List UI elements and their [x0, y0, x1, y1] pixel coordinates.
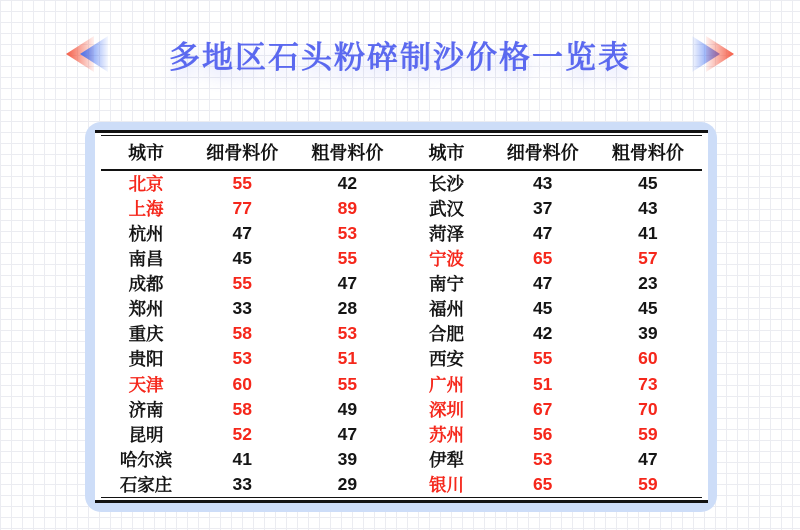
- city-cell: 成都: [128, 274, 164, 295]
- price-cell: 56: [532, 423, 553, 444]
- price-cell: 53: [337, 223, 358, 244]
- price-cell: 47: [337, 273, 358, 294]
- price-cell: 43: [532, 173, 553, 194]
- price-cell: 55: [232, 173, 252, 194]
- price-cell: 23: [638, 273, 658, 294]
- city-cell: 杭州: [128, 224, 164, 245]
- column-header: 城市: [101, 136, 191, 170]
- column-header: 城市: [401, 136, 491, 170]
- price-cell: 39: [337, 448, 358, 469]
- price-cell: 42: [337, 173, 358, 194]
- column-header: 细骨料价: [492, 136, 594, 170]
- price-cell: 53: [232, 348, 252, 369]
- city-cell: 天津: [128, 374, 164, 395]
- price-cell: 89: [337, 198, 358, 219]
- price-cell: 53: [337, 323, 358, 344]
- city-cell: 苏州: [429, 424, 465, 445]
- price-cell: 60: [638, 348, 658, 369]
- price-table: [101, 136, 702, 497]
- price-cell: 37: [532, 198, 553, 219]
- table-row: [101, 422, 702, 447]
- price-cell: 55: [337, 248, 358, 269]
- column-header: 粗骨料价: [594, 136, 702, 170]
- page-title: 多地区石头粉碎制沙价格一览表: [169, 39, 631, 75]
- table-inner: [101, 135, 702, 498]
- price-cell: 67: [532, 398, 553, 419]
- price-cell: 57: [638, 248, 658, 269]
- table-row: [101, 321, 702, 346]
- price-cell: 49: [337, 398, 358, 419]
- column-header: 粗骨料价: [293, 136, 401, 170]
- price-cell: 70: [638, 398, 658, 419]
- price-cell: 51: [337, 348, 358, 369]
- city-cell: 郑州: [128, 299, 164, 320]
- city-cell: 上海: [128, 199, 164, 220]
- price-table-card: [85, 122, 717, 512]
- price-cell: 29: [337, 473, 358, 494]
- city-cell: 西安: [429, 349, 465, 370]
- price-cell: 58: [232, 323, 252, 344]
- table-row: [101, 296, 702, 321]
- table-header-row: [101, 136, 702, 170]
- double-chevron-left-icon: [63, 31, 113, 77]
- price-cell: 33: [232, 473, 252, 494]
- price-cell: 55: [232, 273, 252, 294]
- price-cell: 47: [532, 223, 553, 244]
- price-cell: 41: [638, 223, 658, 244]
- table-row: [101, 397, 702, 422]
- price-cell: 43: [638, 198, 658, 219]
- column-header: 细骨料价: [191, 136, 293, 170]
- price-cell: 60: [232, 373, 252, 394]
- table-row: [101, 246, 702, 271]
- price-cell: 47: [532, 273, 553, 294]
- double-chevron-right-icon: [687, 31, 737, 77]
- city-cell: 南宁: [429, 274, 465, 295]
- table-row: [101, 472, 702, 497]
- price-cell: 45: [232, 248, 252, 269]
- price-cell: 58: [232, 398, 252, 419]
- city-cell: 福州: [429, 299, 465, 320]
- table-row: [101, 447, 702, 472]
- city-cell: 石家庄: [119, 474, 173, 495]
- price-cell: 47: [638, 448, 658, 469]
- city-cell: 南昌: [128, 249, 164, 270]
- price-cell: 53: [532, 448, 553, 469]
- city-cell: 昆明: [128, 424, 164, 445]
- city-cell: 重庆: [128, 324, 164, 345]
- price-cell: 59: [638, 473, 658, 494]
- table-row: [101, 221, 702, 246]
- city-cell: 银川: [429, 474, 465, 495]
- price-cell: 41: [232, 448, 252, 469]
- table-row: [101, 346, 702, 371]
- price-cell: 28: [337, 298, 358, 319]
- price-cell: 47: [337, 423, 358, 444]
- city-cell: 广州: [429, 374, 465, 395]
- price-cell: 52: [232, 423, 252, 444]
- price-cell: 55: [532, 348, 553, 369]
- price-cell: 55: [337, 373, 358, 394]
- city-cell: 宁波: [429, 249, 465, 270]
- price-cell: 51: [532, 373, 553, 394]
- table-box: [95, 130, 708, 503]
- price-cell: 73: [638, 373, 658, 394]
- price-table-body: [101, 170, 702, 497]
- city-cell: 伊犁: [429, 449, 465, 470]
- table-row: [101, 170, 702, 196]
- city-cell: 武汉: [429, 199, 465, 220]
- price-cell: 59: [638, 423, 658, 444]
- city-cell: 合肥: [429, 324, 465, 345]
- price-cell: 45: [638, 298, 658, 319]
- price-cell: 42: [532, 323, 553, 344]
- table-row: [101, 196, 702, 221]
- city-cell: 深圳: [429, 399, 465, 420]
- price-cell: 45: [532, 298, 553, 319]
- table-row: [101, 271, 702, 296]
- city-cell: 长沙: [429, 174, 465, 195]
- table-row: [101, 372, 702, 397]
- price-cell: 39: [638, 323, 658, 344]
- city-cell: 菏泽: [429, 224, 465, 245]
- price-cell: 65: [532, 248, 553, 269]
- price-cell: 65: [532, 473, 553, 494]
- price-cell: 77: [232, 198, 252, 219]
- city-cell: 哈尔滨: [119, 449, 173, 470]
- city-cell: 贵阳: [128, 349, 164, 370]
- price-cell: 47: [232, 223, 252, 244]
- city-cell: 济南: [128, 399, 164, 420]
- city-cell: 北京: [128, 174, 164, 195]
- header: [0, 26, 800, 82]
- price-cell: 33: [232, 298, 252, 319]
- price-cell: 45: [638, 173, 658, 194]
